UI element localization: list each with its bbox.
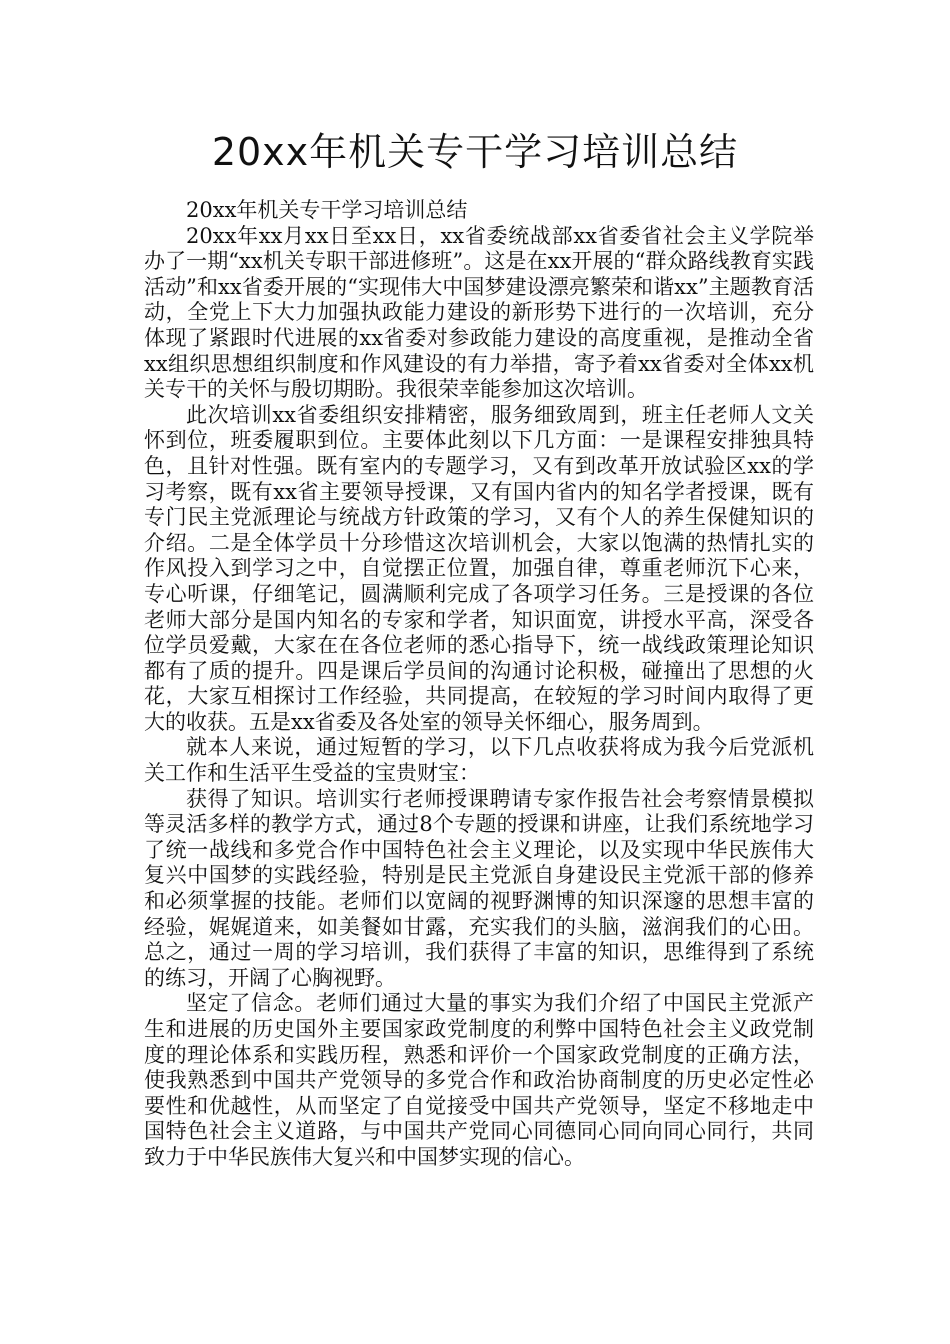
paragraph-belief: 坚定了信念。老师们通过大量的事实为我们介绍了中国民主党派产生和进展的历史国外主要国家政党制度的利弊中国特色社会主义政党制度的理论体系和实践历程，熟悉和评价一个国家政党制度的正确方法，使我熟悉到中国共产党领导的多党合作和政治协商制度的历史必定性必要性和优越性，从而坚定了自觉接受中国共产党领导，坚定不移地走中国特色社会主义道路，与中国共产党同心同德同心同向同心同行，共同致力于中华民族伟大复兴和中国梦实现的信心。 (144, 991, 814, 1169)
document-body (144, 198, 814, 1171)
document-title: 20xx年机关专干学习培训总结 (211, 130, 739, 174)
paragraph-intro: 20xx年xx月xx日至xx日，xx省委统战部xx省委省社会主义学院举办了一期“xx机关专职干部进修班”。这是在xx开展的“群众路线教育实践活动”和xx省委开展的“实现伟大中国梦建设漂亮繁荣和谐xx”主题教育活动，全党上下大力加强执政能力建设的新形势下进行的一次培训，充分体现了紧跟时代进展的xx省委对参政能力建设的高度重视，是推动全省xx组织思想组织制度和作风建设的有力举措，寄予着xx省委对全体xx机关专干的关怀与殷切期盼。我很荣幸能参加这次培训。 (144, 223, 814, 402)
paragraph-training-features: 此次培训xx省委组织安排精密，服务细致周到，班主任老师人文关怀到位，班委履职到位。主要体此刻以下几方面：一是课程安排独具特色，且针对性强。既有室内的专题学习，又有到改革开放试验区xx的学习考察，既有xx省主要领导授课，又有国内省内的知名学者授课，既有专门民主党派理论与统战方针政策的学习，又有个人的养生保健知识的介绍。二是全体学员十分珍惜这次培训机会，大家以饱满的热情扎实的作风投入到学习之中，自觉摆正位置，加强自律，尊重老师沉下心来，专心听课，仔细笔记，圆满顺利完成了各项学习任务。三是授课的各位老师大部分是国内知名的专家和学者，知识面宽，讲授水平高，深受各位学员爱戴，大家在在各位老师的悉心指导下，统一战线政策理论知识都有了质的提升。四是课后学员间的沟通讨论积极，碰撞出了思想的火花，大家互相探讨工作经验，共同提高，在较短的学习时间内取得了更大的收获。五是xx省委及各处室的领导关怀细心，服务周到。 (144, 402, 814, 734)
paragraph-subtitle: 20xx年机关专干学习培训总结 (186, 198, 468, 222)
paragraph-knowledge: 获得了知识。培训实行老师授课聘请专家作报告社会考察情景模拟等灵活多样的教学方式，通过8个专题的授课和讲座，让我们系统地学习了统一战线和多党合作中国特色社会主义理论，以及实现中华民族伟大复兴中国梦的实践经验，特别是民主党派自身建设民主党派干部的修养和必须掌握的技能。老师们以宽阔的视野渊博的知识深邃的思想丰富的经验，娓娓道来，如美餐如甘露，充实我们的头脑，滋润我们的心田。总之，通过一周的学习培训，我们获得了丰富的知识，思维得到了系统的练习，开阔了心胸视野。 (144, 786, 814, 990)
paragraph-personal-gains: 就本人来说，通过短暂的学习，以下几点收获将成为我今后党派机关工作和生活平生受益的宝贵财宝： (144, 735, 814, 786)
